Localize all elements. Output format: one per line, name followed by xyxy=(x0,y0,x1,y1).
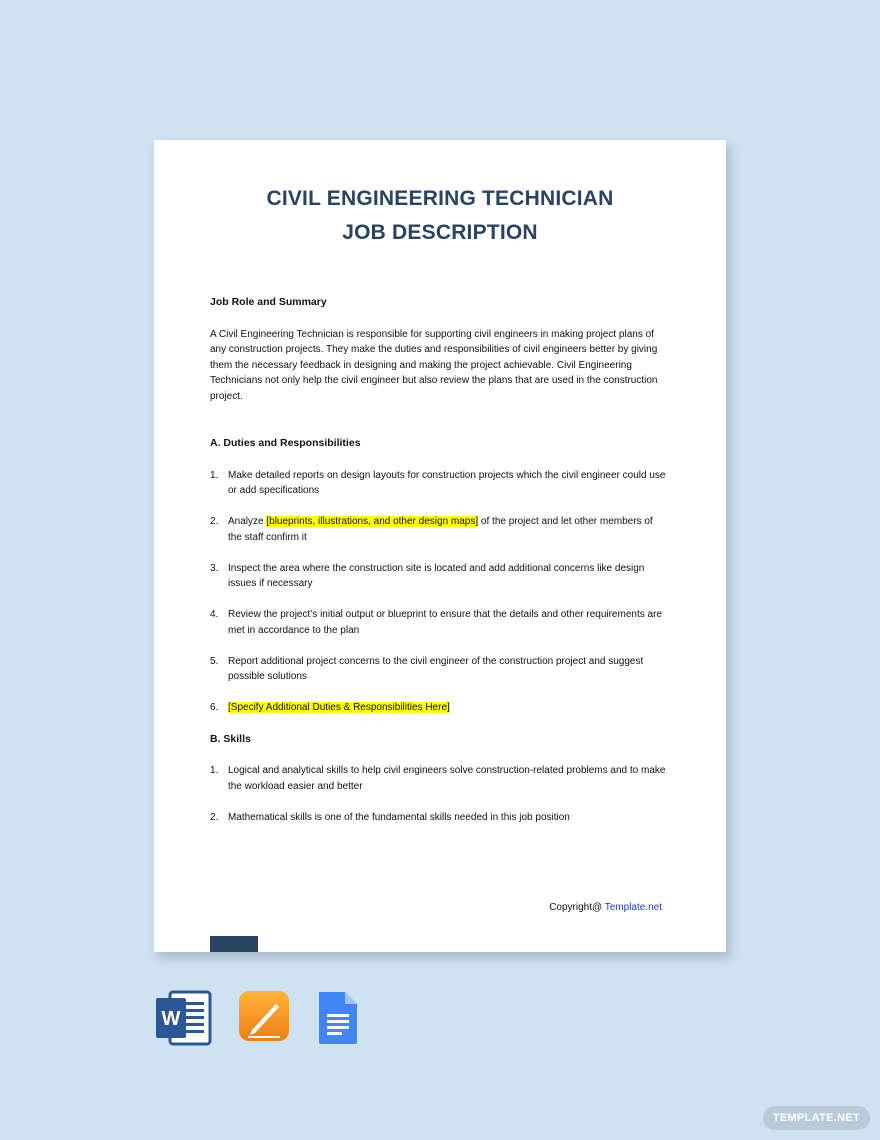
svg-text:W: W xyxy=(161,1008,181,1030)
placeholder-highlight: [Specify Additional Duties & Responsibilities Here] xyxy=(228,702,450,713)
list-item: 1. Logical and analytical skills to help civil engineers solve construction-related problems and to make the workload easier and better xyxy=(210,765,666,792)
list-item: 3. Inspect the area where the construction site is located and add additional concerns like design issues if necessary xyxy=(210,562,645,589)
summary-heading: Job Role and Summary xyxy=(210,296,327,308)
title-line-2: JOB DESCRIPTION xyxy=(342,221,538,244)
copyright-link[interactable]: Template.net xyxy=(604,902,662,913)
placeholder-highlight: [blueprints, illustrations, and other design maps] xyxy=(266,516,479,527)
document-body xyxy=(210,295,666,841)
page-tab-marker xyxy=(210,936,258,952)
summary-text: A Civil Engineering Technician is responsible for supporting civil engineers in making project plans of any construction projects. They make the duties and responsibilities of civil engineers better by giving them the necessary feedback in designing and making the project achievable. Civil Engineering Technicians not only help the civil engineer but also review the plans that are used in the construction project. xyxy=(210,328,658,402)
google-docs-icon[interactable] xyxy=(317,990,359,1046)
list-item: 5. Report additional project concerns to the civil engineer of the construction project and suggest possible solutions xyxy=(210,655,644,682)
pages-icon[interactable] xyxy=(238,990,290,1044)
template-net-badge[interactable]: TEMPLATE.NET xyxy=(763,1106,870,1130)
duties-heading: A. Duties and Responsibilities xyxy=(210,437,361,449)
copyright: Copyright@ Template.net xyxy=(549,902,662,913)
list-item: 2. Analyze [blueprints, illustrations, and other design maps] of the project and let other members of the staff confirm it xyxy=(210,516,653,543)
skills-list xyxy=(210,763,666,825)
document-page xyxy=(154,140,726,952)
skills-heading: B. Skills xyxy=(210,732,251,745)
duties-list xyxy=(210,468,666,716)
list-item: 1. Make detailed reports on design layouts for construction projects which the civil engineer could use or add specifications xyxy=(210,469,666,496)
list-item: 4. Review the project’s initial output or blueprint to ensure that the details and other requirements are met in accordance to the plan xyxy=(210,609,662,636)
title-line-1: CIVIL ENGINEERING TECHNICIAN xyxy=(266,187,614,210)
list-item: 2. Mathematical skills is one of the fundamental skills needed in this job position xyxy=(210,811,570,823)
list-item: 6. [Specify Additional Duties & Responsibilities Here] xyxy=(210,702,450,713)
document-title xyxy=(154,182,726,250)
word-icon[interactable] xyxy=(154,990,212,1046)
